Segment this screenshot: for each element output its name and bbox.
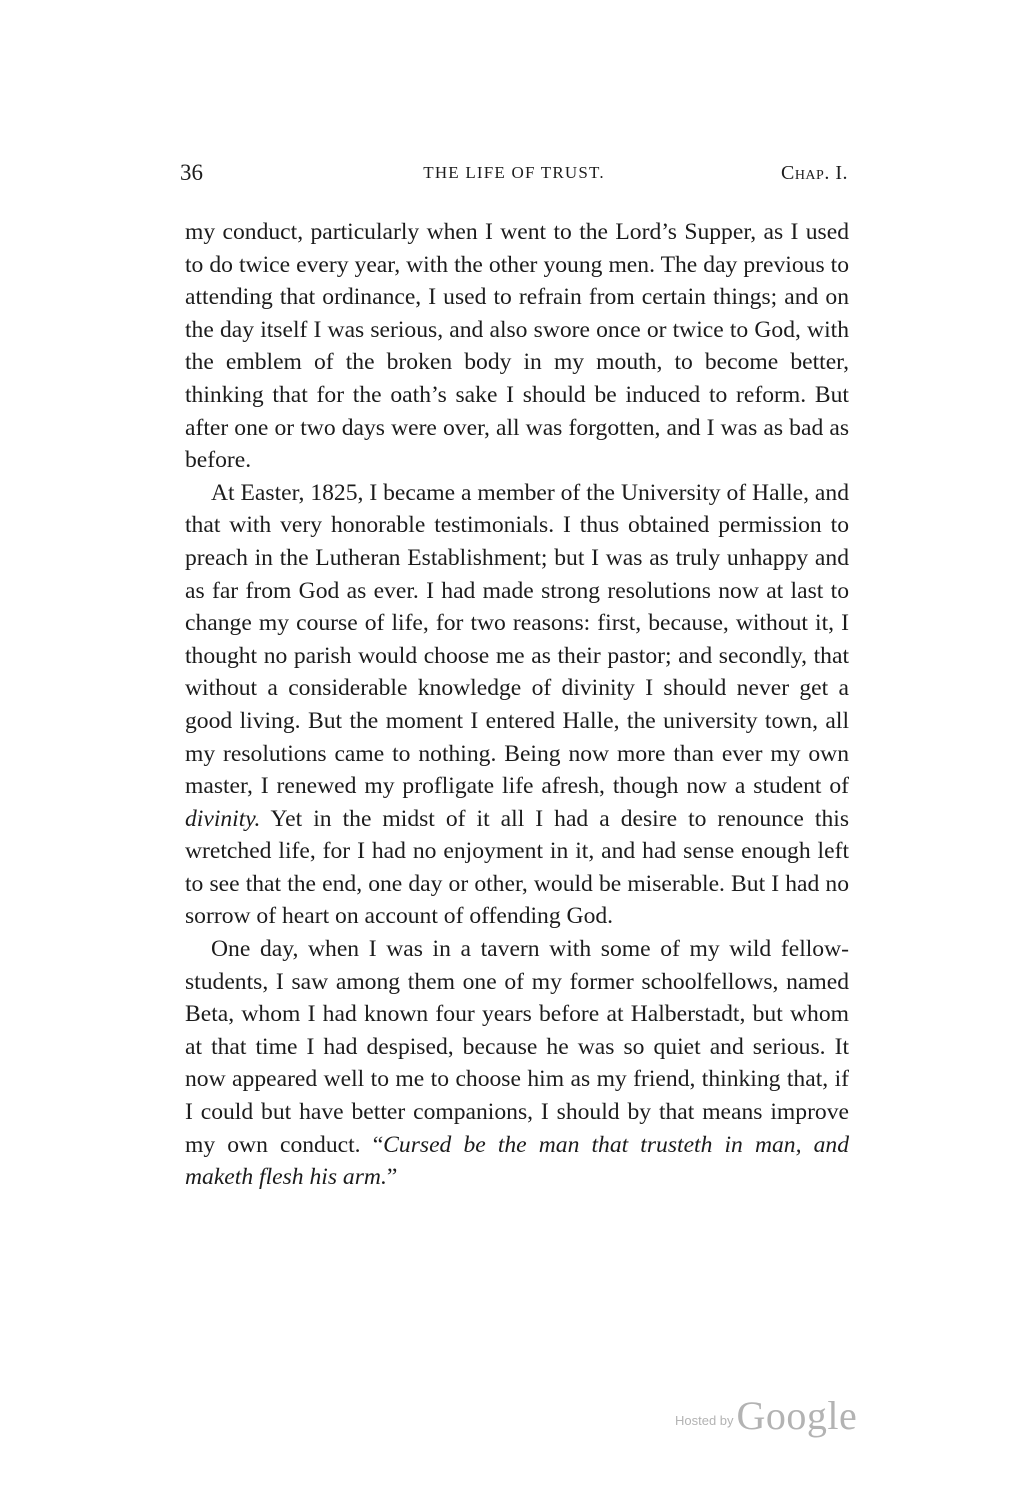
paragraph-2-emphasis: divinity. [185, 805, 261, 832]
paragraph-2-text-start: At Easter, 1825, I became a member of the University of Halle, and that with very honorable testimonials. I thus obtained permission to preach in the Lutheran Establishment; but I was as truly unhappy and as far from God as ever. I had made strong resolutions now at last to change my course of life, for two reasons: first, because, without it, I thought no parish would choose me as their pastor; and secondly, that without a considerable knowledge of divinity I should never get a good living. But the moment I entered Halle, the university town, all my resolutions came to nothing. Being now more than ever my own master, I renewed my profligate life afresh, though now a student of [185, 479, 849, 800]
page-header [180, 160, 848, 192]
paragraph-3 [185, 933, 849, 1194]
page-number: 36 [180, 160, 203, 185]
paragraph-1-text: my conduct, particularly when I went to the Lord’s Supper, as I used to do twice every year, with the other young men. The day previous to attending that ordinance, I used to refrain from certain things; and on the day itself I was serious, and also swore once or twice to God, with the emblem of the broken body in my mouth, to become better, thinking that for the oath’s sake I should be induced to reform. But after one or two days were over, all was forgotten, and I was as bad as before. [185, 219, 849, 474]
chapter-label: Chap. I. [780, 162, 848, 184]
body-text [185, 216, 849, 1194]
paragraph-3-text-start: One day, when I was in a tavern with some of my wild fellow-students, I saw among them one of my former schoolfellows, named Beta, whom I had known four years before at Halberstadt, but whom at that time I had despised, because he was so quiet and serious. It now appeared well to me to choose him as my friend, thinking that, if I could but have better companions, I should by that means improve my own conduct. “ [185, 936, 849, 1158]
scripture-quote: Cursed be the man that trusteth in man, and maketh flesh his arm. [185, 1131, 849, 1191]
paragraph-1 [185, 216, 849, 477]
google-logo: Google [736, 1393, 858, 1438]
paragraph-3-text-end: ” [386, 1164, 398, 1191]
hosted-by-label: Hosted by [675, 1413, 734, 1428]
hosted-by-google-watermark [675, 1392, 857, 1440]
paragraph-2-text-end: Yet in the midst of it all I had a desire to renounce this wretched life, for I had no enjoyment in it, and had sense enough left to see that the end, one day or other, would be miserable. But I had no sorrow of heart on account of offending God. [185, 805, 849, 930]
running-title: THE LIFE OF TRUST. [423, 163, 605, 182]
paragraph-2 [185, 477, 849, 933]
